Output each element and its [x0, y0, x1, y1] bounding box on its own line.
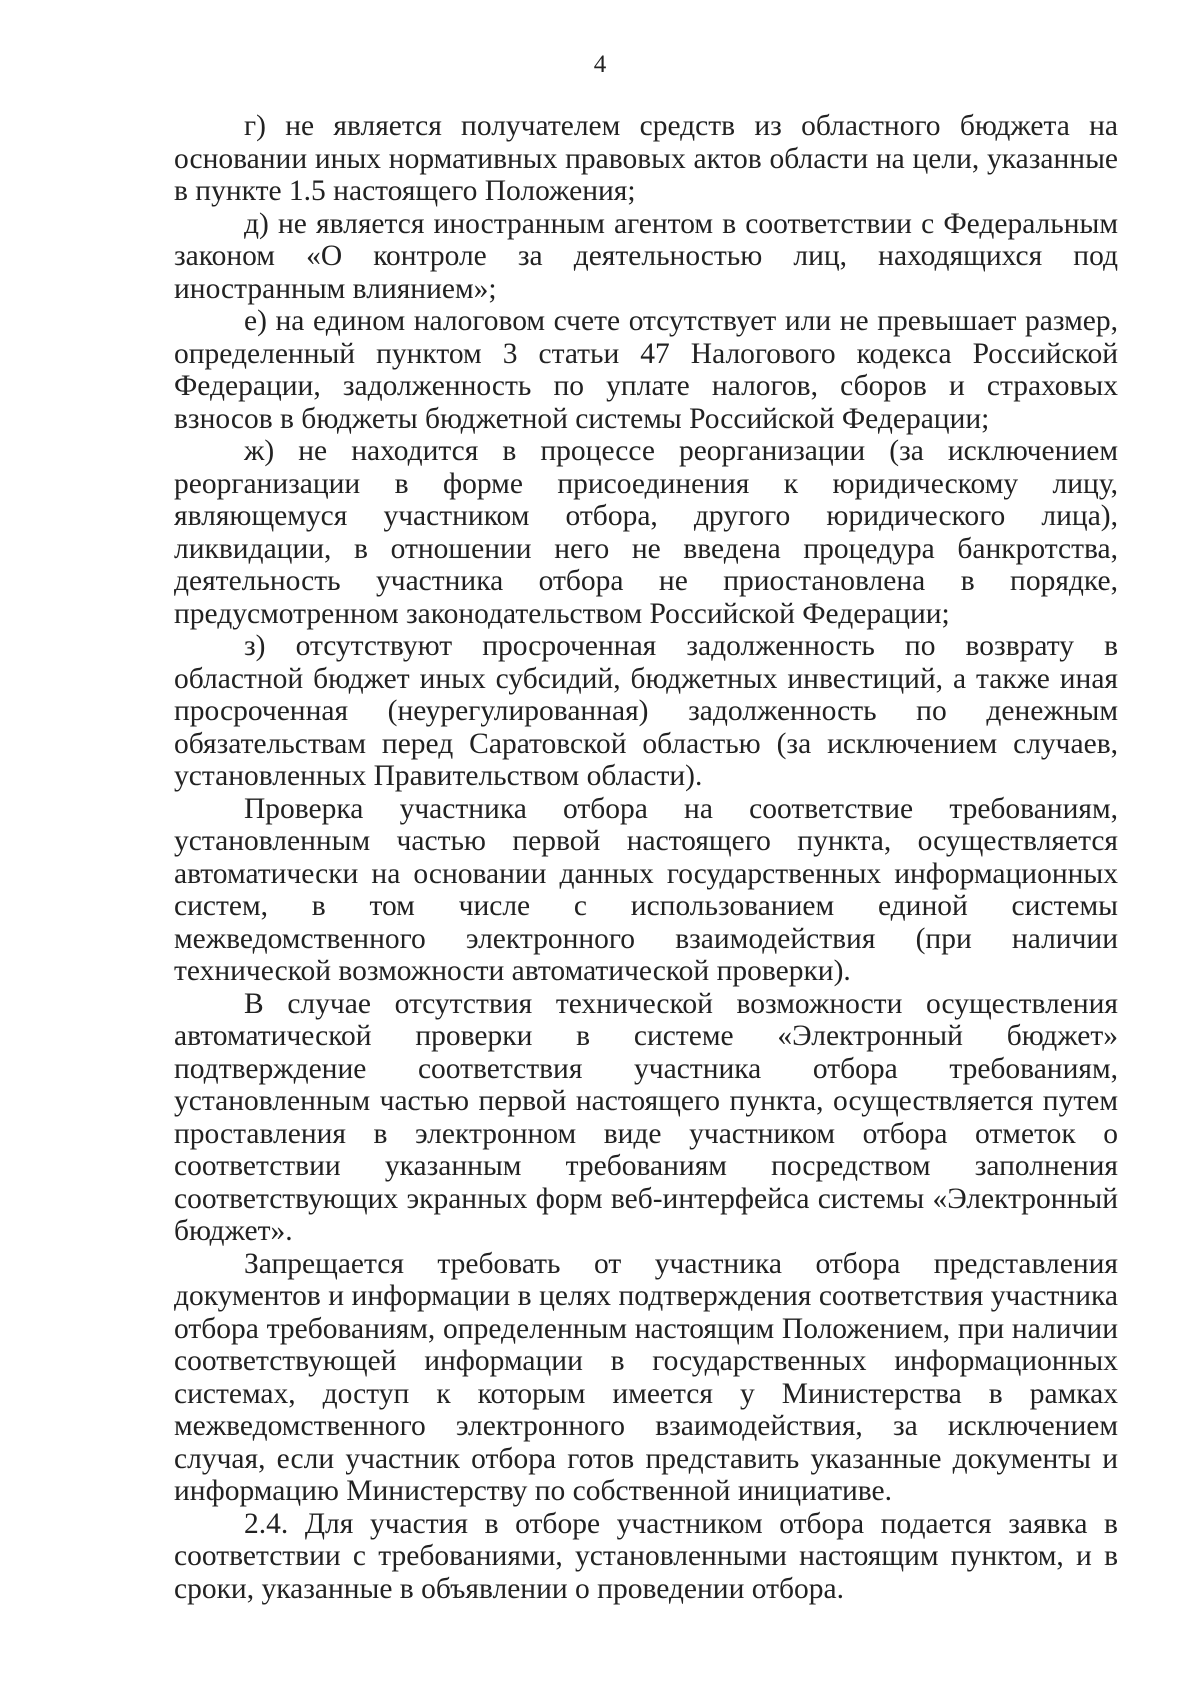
paragraph-document-prohibition: Запрещается требовать от участника отбора представления документов и информации в целях подтверждения соответствия участника отбора требованиям, определенным настоящим Положением, при наличии соответствующей информации в государственных информационных системах, доступ к которым имеется у Министерства в рамках межведомственного электронного взаимодействия, за исключением случая, если участник отбора готов представить указанные документы и информацию Министерству по собственной инициативе. [174, 1247, 1118, 1507]
paragraph-item-g: г) не является получателем средств из областного бюджета на основании иных нормативных правовых актов области на цели, указанные в пункте 1.5 настоящего Положения; [174, 110, 1118, 207]
page-number: 4 [593, 51, 607, 78]
paragraph-automatic-check: Проверка участника отбора на соответствие требованиям, установленным частью первой настоящего пункта, осуществляется автоматически на основании данных государственных информационных систем, в том числе с использованием единой системы межведомственного электронного взаимодействия (при наличии технической возможности автоматической проверки). [174, 792, 1118, 987]
document-body [174, 110, 1118, 1605]
paragraph-item-e: е) на едином налоговом счете отсутствует или не превышает размер, определенный пунктом 3 статьи 47 Налогового кодекса Российской Федерации, задолженность по уплате налогов, сборов и страховых взносов в бюджеты бюджетной системы Российской Федерации; [174, 305, 1118, 435]
paragraph-item-z: з) отсутствуют просроченная задолженность по возврату в областной бюджет иных субсидий, бюджетных инвестиций, а также иная просроченная (неурегулированная) задолженность по денежным обязательствам перед Саратовской областью (за исключением случаев, установленных Правительством области). [174, 630, 1118, 792]
paragraph-manual-confirmation: В случае отсутствия технической возможности осуществления автоматической проверки в системе «Электронный бюджет» подтверждение соответствия участника отбора требованиям, установленным частью первой настоящего пункта, осуществляется путем проставления в электронном виде участником отбора отметок о соответствии указанным требованиям посредством заполнения соответствующих экранных форм веб-интерфейса системы «Электронный бюджет». [174, 987, 1118, 1247]
paragraph-item-d: д) не является иностранным агентом в соответствии с Федеральным законом «О контроле за деятельностью лиц, находящихся под иностранным влиянием»; [174, 207, 1118, 305]
paragraph-item-zh: ж) не находится в процессе реорганизации (за исключением реорганизации в форме присоединения к юридическому лицу, являющемуся участником отбора, другого юридического лица), ликвидации, в отношении него не введена процедура банкротства, деятельность участника отбора не приостановлена в порядке, предусмотренном законодательством Российской Федерации; [174, 435, 1118, 630]
paragraph-section-2-4: 2.4. Для участия в отборе участником отбора подается заявка в соответствии с требованиями, установленными настоящим пунктом, и в сроки, указанные в объявлении о проведении отбора. [174, 1507, 1118, 1605]
